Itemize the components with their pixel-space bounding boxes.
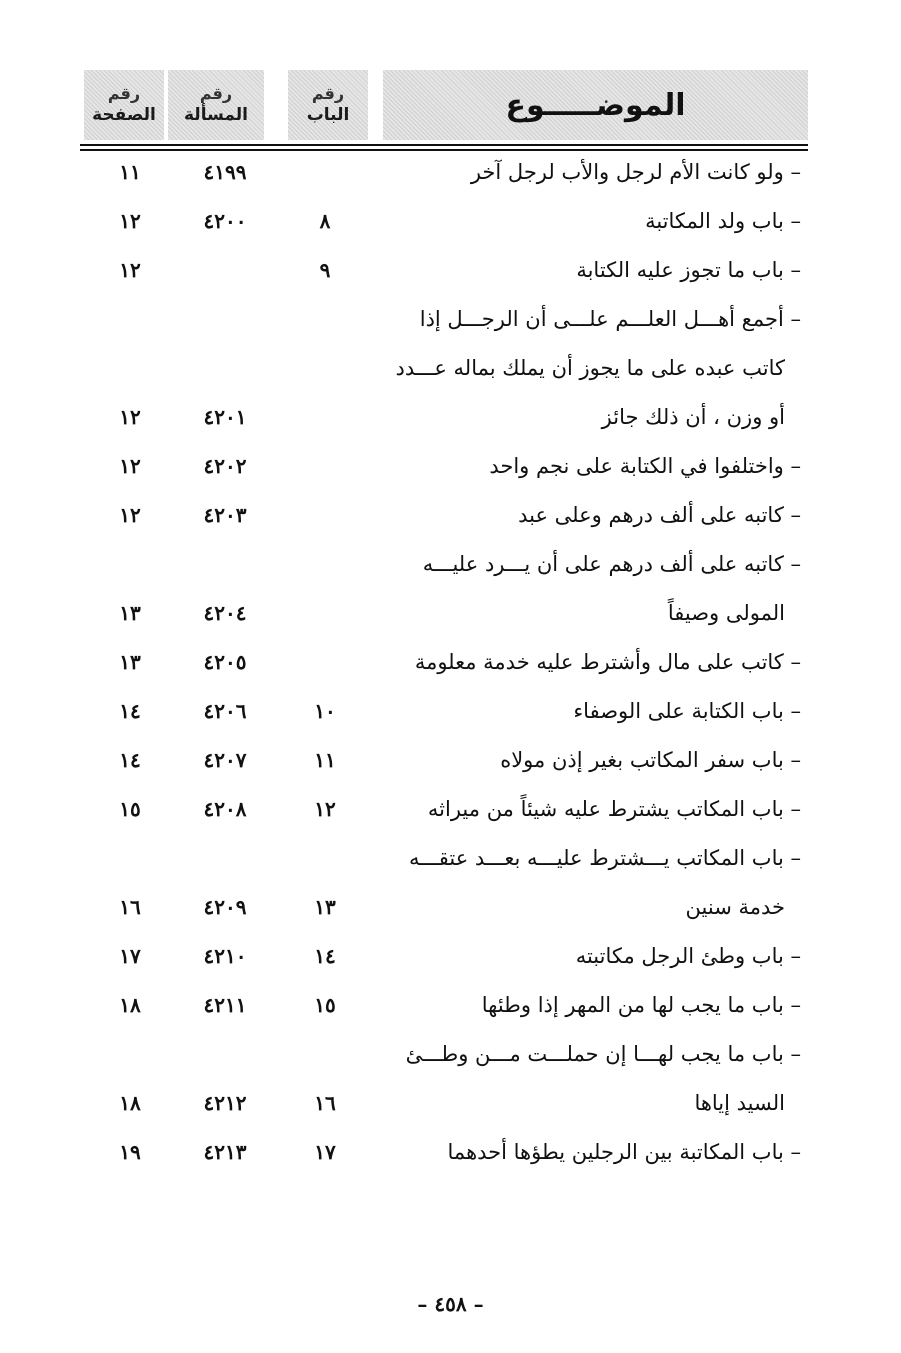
row-chapter-number: ١٦ [314, 1091, 336, 1115]
row-topic: – باب ما يجب لها من المهر إذا وطئها [481, 993, 801, 1017]
table-row [0, 295, 901, 344]
row-issue-number: ٤٢٠٣ [203, 503, 247, 527]
row-topic: – واختلفوا في الكتابة على نجم واحد [489, 454, 801, 478]
row-issue-number: ٤٢٠٧ [203, 748, 247, 772]
header-chapter-line1: رقم [311, 84, 345, 103]
row-chapter-number: ١٤ [314, 944, 336, 968]
row-chapter-number [300, 393, 350, 442]
row-page-number [90, 295, 170, 344]
row-page-number: ١٤ [119, 699, 141, 723]
row-issue-number: ٤٢٠٩ [203, 895, 247, 919]
row-page-number: ١٤ [119, 748, 141, 772]
row-chapter-number: ١٣ [314, 895, 336, 919]
row-chapter-number [300, 589, 350, 638]
table-row [0, 491, 901, 540]
row-page-number: ١٣ [119, 650, 141, 674]
table-row [0, 1030, 901, 1079]
row-topic: – باب ما يجب لهـــا إن حملـــت مـــن وطـــئ [405, 1042, 801, 1066]
row-chapter-number: ١٢ [314, 797, 336, 821]
row-issue-number: ٤٢٠٢ [203, 454, 247, 478]
row-topic: – كاتب على مال وأشترط عليه خدمة معلومة [414, 650, 801, 674]
page-number-footer: – ٤٥٨ – [417, 1292, 484, 1316]
row-topic: أو وزن ، أن ذلك جائز [601, 405, 785, 429]
table-row [0, 834, 901, 883]
row-page-number: ١٥ [119, 797, 141, 821]
row-issue-number: ٤٢١١ [203, 993, 247, 1017]
row-page-number: ١٧ [119, 944, 141, 968]
row-chapter-number: ١١ [314, 748, 336, 772]
row-chapter-number [300, 638, 350, 687]
row-topic: – باب المكاتبة بين الرجلين يطؤها أحدهما [447, 1140, 801, 1164]
row-chapter-number: ١٠ [314, 699, 336, 723]
row-chapter-number: ٨ [319, 209, 331, 233]
table-row [0, 197, 901, 246]
row-page-number [90, 834, 170, 883]
row-topic: – باب المكاتب يشترط عليه شيئاً من ميراثه [427, 797, 801, 821]
row-chapter-number [300, 442, 350, 491]
row-chapter-number: ١٥ [314, 993, 336, 1017]
row-topic: – ولو كانت الأم لرجل والأب لرجل آخر [470, 160, 801, 184]
header-topic [383, 70, 808, 140]
row-issue-number: ٤٢٠٨ [203, 797, 247, 821]
row-page-number: ١٢ [119, 209, 141, 233]
row-page-number: ١٢ [119, 405, 141, 429]
row-page-number: ١٦ [119, 895, 141, 919]
row-topic: – كاتبه على ألف درهم على أن يـــرد عليـــه [422, 552, 801, 576]
row-issue-number [180, 540, 270, 589]
row-topic: – باب ما تجوز عليه الكتابة [576, 258, 801, 282]
table-row [0, 246, 901, 295]
row-topic: – أجمع أهـــل العلـــم علـــى أن الرجـــل إذا [419, 307, 801, 331]
table-row [0, 442, 901, 491]
table-header [80, 70, 808, 140]
row-topic: – باب وطئ الرجل مكاتبته [575, 944, 801, 968]
row-issue-number: ٤١٩٩ [203, 160, 247, 184]
row-page-number: ١٨ [119, 993, 141, 1017]
header-chapter-number [288, 70, 368, 140]
table-row [0, 736, 901, 785]
row-page-number: ١٣ [119, 601, 141, 625]
row-page-number: ١٢ [119, 454, 141, 478]
row-issue-number: ٤٢١٢ [203, 1091, 247, 1115]
row-chapter-number [300, 540, 350, 589]
row-chapter-number [300, 295, 350, 344]
row-topic: كاتب عبده على ما يجوز أن يملك بماله عـــدد [395, 356, 785, 380]
header-page-line1: رقم [107, 84, 141, 103]
table-row [0, 344, 901, 393]
row-topic: – باب ولد المكاتبة [645, 209, 801, 233]
header-page-number [84, 70, 164, 140]
row-chapter-number: ٩ [319, 258, 331, 282]
row-chapter-number: ١٧ [314, 1140, 336, 1164]
row-topic: – باب الكتابة على الوصفاء [573, 699, 801, 723]
row-issue-number: ٤٢١٠ [203, 944, 247, 968]
header-chapter-line2: الباب [306, 105, 350, 125]
table-row [0, 148, 901, 197]
row-issue-number [180, 295, 270, 344]
table-row [0, 883, 901, 932]
row-topic: – باب سفر المكاتب بغير إذن مولاه [500, 748, 801, 772]
row-topic: السيد إياها [694, 1091, 785, 1115]
row-page-number: ١٢ [119, 503, 141, 527]
table-row [0, 1128, 901, 1177]
row-topic: المولى وصيفاً [667, 601, 785, 625]
table-row [0, 540, 901, 589]
row-chapter-number [300, 834, 350, 883]
row-page-number: ١٩ [119, 1140, 141, 1164]
table-row [0, 1079, 901, 1128]
header-issue-line1: رقم [199, 84, 233, 103]
row-topic: – باب المكاتب يـــشترط عليـــه بعـــد عتقـــه [409, 846, 801, 870]
table-row [0, 981, 901, 1030]
row-issue-number: ٤٢٠٤ [203, 601, 247, 625]
table-row [0, 687, 901, 736]
header-issue-number [168, 70, 264, 140]
row-chapter-number [300, 1030, 350, 1079]
table-row [0, 932, 901, 981]
row-chapter-number [300, 344, 350, 393]
row-page-number [90, 1030, 170, 1079]
row-chapter-number [300, 491, 350, 540]
header-rule-top [80, 144, 808, 146]
row-issue-number [180, 1030, 270, 1079]
row-topic: خدمة سنين [685, 895, 785, 919]
row-topic: – كاتبه على ألف درهم وعلى عبد [518, 503, 801, 527]
header-issue-line2: المسألة [184, 105, 248, 125]
table-row [0, 785, 901, 834]
table-row [0, 393, 901, 442]
row-issue-number: ٤٢٠٠ [203, 209, 247, 233]
row-issue-number: ٤٢١٣ [203, 1140, 247, 1164]
row-issue-number [180, 246, 270, 295]
row-page-number: ١٢ [119, 258, 141, 282]
row-issue-number: ٤٢٠٦ [203, 699, 247, 723]
row-issue-number: ٤٢٠٥ [203, 650, 247, 674]
row-issue-number [180, 344, 270, 393]
row-page-number: ١٨ [119, 1091, 141, 1115]
row-issue-number [180, 834, 270, 883]
header-topic-label: الموضـــــوع [505, 87, 686, 123]
row-page-number [90, 344, 170, 393]
table-row [0, 638, 901, 687]
row-issue-number: ٤٢٠١ [203, 405, 247, 429]
header-page-line2: الصفحة [92, 105, 156, 125]
row-page-number [90, 540, 170, 589]
table-row [0, 589, 901, 638]
row-chapter-number [300, 148, 350, 197]
row-page-number: ١١ [119, 160, 141, 184]
